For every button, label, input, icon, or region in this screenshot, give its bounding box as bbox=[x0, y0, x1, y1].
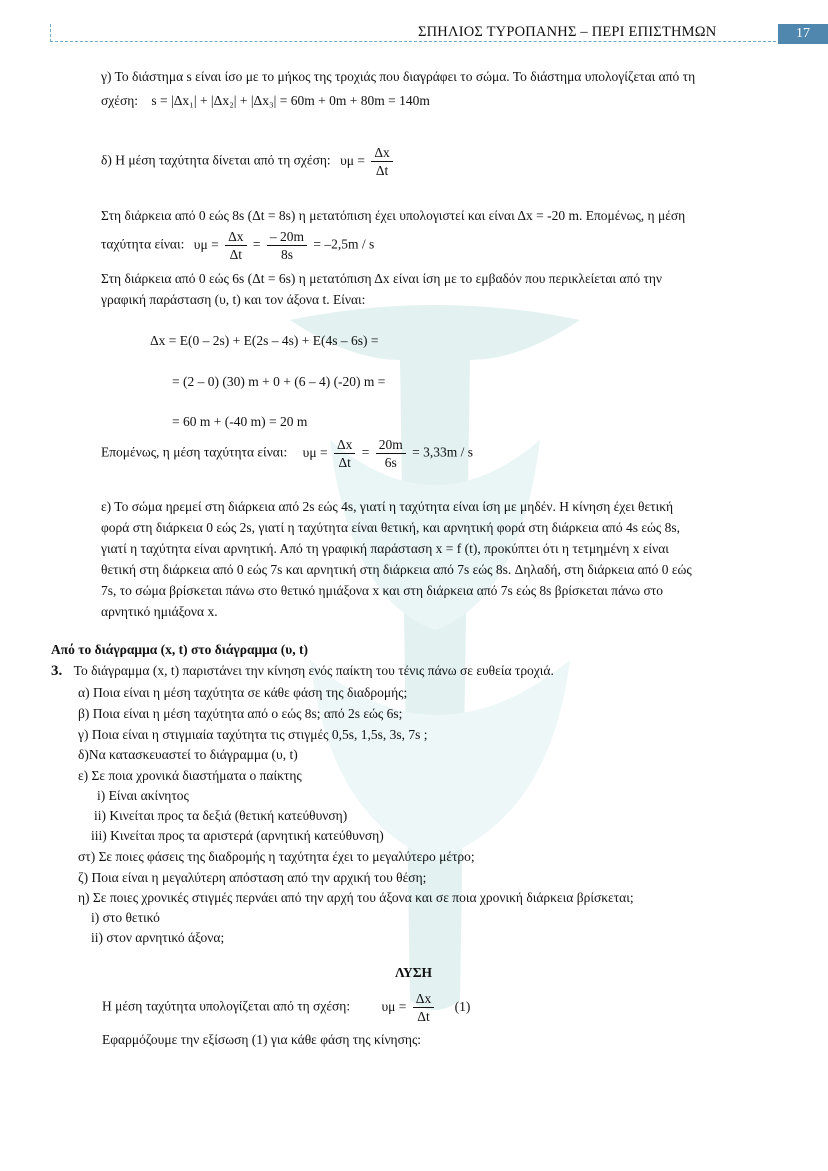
solution-title: ΛΥΣΗ bbox=[395, 965, 433, 980]
interval-8s-fraction-2 bbox=[267, 228, 307, 263]
solution-equation-line bbox=[102, 990, 470, 1025]
page-number: 17 bbox=[778, 24, 828, 44]
part-g-equation: s = |Δx₁| + |Δx₂| + |Δx₃| = 60m + 0m + 80m = 140m bbox=[151, 93, 430, 108]
part-e-line-3: γιατί η ταχύτητα είναι αρνητική. Από τη γραφική παράσταση x = f (t), προκύπτει ότι η τετμημένη x είναι bbox=[101, 541, 669, 556]
part-d-lhs: υμ = bbox=[340, 152, 365, 168]
interval-6s-den1: Δt bbox=[338, 455, 351, 470]
interval-6s-lhs: υμ = bbox=[302, 444, 328, 460]
interval-8s-num1: Δx bbox=[225, 228, 246, 246]
interval-8s-den1: Δt bbox=[229, 247, 243, 262]
question-h: η) Σε ποιες χρονικές στιγμές περνάει από την αρχή του άξονα και σε ποια χρονική διάρκεια βρίσκεται; bbox=[78, 890, 634, 905]
part-e-line-2: φορά στη διάρκεια 0 εώς 2s, γιατί η ταχύτητα είναι θετική, και αρνητική φορά στη διάρκεια από 4s εώς 8s, bbox=[101, 520, 681, 535]
solution-denominator: Δt bbox=[417, 1009, 430, 1024]
interval-6s-result-line: Επομένως, η μέση ταχύτητα είναι: υμ = $\frac{\Delta x}{\Delta t}$ = $\frac{20m}{6s}$ = 3,33m / s bbox=[101, 437, 474, 470]
part-d-line bbox=[101, 144, 396, 179]
part-g-text: γ) Το διάστημα s είναι ίσο με το μήκος της τροχιάς που διαγράφει το σώμα. Το διάστημα υπολογίζεται από τη bbox=[101, 69, 696, 84]
header-divider bbox=[50, 41, 776, 42]
question-d: δ)Να κατασκευαστεί το διάγραμμα (υ, t) bbox=[78, 747, 298, 762]
interval-8s-prefix: ταχύτητα είναι: bbox=[101, 236, 185, 252]
watermark-logo bbox=[270, 300, 600, 1020]
equation-number: (1) bbox=[454, 998, 471, 1014]
question-e: ε) Σε ποια χρονικά διαστήματα ο παίκτης bbox=[78, 768, 302, 783]
solution-text: Η μέση ταχύτητα υπολογίζεται από τη σχέση: bbox=[102, 998, 351, 1014]
section-title: Από το διάγραμμα (x, t) στο διάγραμμα (υ, t) bbox=[51, 642, 308, 657]
question-e-sub-1: i) Είναι ακίνητος bbox=[97, 788, 189, 803]
problem-3-statement-line bbox=[51, 663, 554, 680]
interval-8s-fraction-1 bbox=[225, 228, 246, 263]
question-g: γ) Ποια είναι η στιγμιαία ταχύτητα τις στιγμές 0,5s, 1,5s, 3s, 7s ; bbox=[78, 727, 428, 742]
question-h-sub-2: ii) στον αρνητικό άξονα; bbox=[91, 930, 225, 945]
part-e-line-4: θετική στη διάρκεια από 0 εώς 7s και αρνητική στη διάρκεια από 7s εώς 8s. Δηλαδή, στη διάρκεια από 0 εώς bbox=[101, 562, 692, 577]
part-g-eq-label: σχέση: bbox=[101, 93, 139, 108]
solution-apply: Εφαρμόζουμε την εξίσωση (1) για κάθε φάση της κίνησης: bbox=[102, 1032, 422, 1047]
interval-8s-text: Στη διάρκεια από 0 εώς 8s (Δt = 8s) η μετατόπιση έχει υπολογιστεί και είναι Δx = -20 m. Επομένως, η μέση bbox=[101, 208, 686, 223]
solution-lhs: υμ = bbox=[381, 998, 407, 1014]
part-d-numerator: Δx bbox=[371, 144, 392, 162]
part-g-equation-line bbox=[101, 93, 430, 109]
header-left-border bbox=[50, 24, 51, 42]
header-title: ΣΠΗΛΙΟΣ ΤΥΡΟΠΑΝΗΣ – ΠΕΡΙ ΕΠΙΣΤΗΜΩΝ bbox=[418, 24, 717, 40]
part-e-line-6: αρνητικό ημιάξονα x. bbox=[101, 604, 218, 619]
interval-8s-num2: – 20m bbox=[267, 228, 307, 246]
interval-6s-result-prefix: Επομένως, η μέση ταχύτητα είναι: bbox=[101, 444, 288, 460]
part-d-denominator: Δt bbox=[375, 163, 389, 178]
interval-6s-eq-3: = 60 m + (-40 m) = 20 m bbox=[172, 414, 308, 429]
part-e-line-1: ε) Το σώμα ηρεμεί στη διάρκεια από 2s εώς 4s, γιατί η ταχύτητα είναι ίση με μηδέν. Η κίνηση έχει θετική bbox=[101, 499, 674, 514]
problem-statement: Το διάγραμμα (x, t) παριστάνει την κίνηση ενός παίκτη του τένις πάνω σε ευθεία τροχιά. bbox=[73, 663, 554, 678]
solution-numerator: Δx bbox=[413, 990, 434, 1008]
part-d-fraction bbox=[371, 144, 392, 179]
interval-6s-eq-1: Δx = E(0 – 2s) + E(2s – 4s) + E(4s – 6s) = bbox=[150, 333, 379, 348]
interval-8s-lhs: υμ = bbox=[193, 236, 219, 252]
interval-6s-text-1: Στη διάρκεια από 0 εώς 6s (Δt = 6s) η μετατόπιση Δx είναι ίση με το εμβαδόν που περικλείεται από την bbox=[101, 271, 663, 286]
question-e-sub-3: iii) Κινείται προς τα αριστερά (αρνητική κατεύθυνση) bbox=[91, 828, 384, 843]
interval-6s-eq-2: = (2 – 0) (30) m + 0 + (6 – 4) (-20) m = bbox=[172, 374, 386, 389]
interval-8s-result: = –2,5m / s bbox=[313, 236, 375, 252]
question-e-sub-2: ii) Κινείται προς τα δεξιά (θετική κατεύθυνση) bbox=[94, 808, 348, 823]
question-h-sub-1: i) στο θετικό bbox=[91, 910, 160, 925]
part-e-line-5: 7s, το σώμα βρίσκεται πάνω στο θετικό ημιάξονα x και στη διάρκεια από 7s εώς 8s βρίσκεται πάνω στο bbox=[101, 583, 663, 598]
interval-8s-den2: 8s bbox=[280, 247, 293, 262]
interval-8s-equation-line: ταχύτητα είναι: υμ = $\frac{\Delta x}{\Delta t}$ = $\frac{- 20m}{8s}$ = –2,5m / s bbox=[101, 229, 375, 262]
interval-6s-text-2: γραφική παράσταση (υ, t) και τον άξονα t. Είναι: bbox=[101, 292, 366, 307]
part-d-text: δ) Η μέση ταχύτητα δίνεται από τη σχέση: bbox=[101, 152, 331, 168]
interval-6s-fraction-2 bbox=[376, 436, 406, 471]
solution-fraction bbox=[413, 990, 434, 1025]
problem-number: 3. bbox=[51, 663, 63, 679]
interval-6s-fraction-1 bbox=[334, 436, 355, 471]
question-st: στ) Σε ποιες φάσεις της διαδρομής η ταχύτητα έχει το μεγαλύτερο μέτρο; bbox=[78, 849, 475, 864]
interval-6s-num1: Δx bbox=[334, 436, 355, 454]
question-z: ζ) Ποια είναι η μεγαλύτερη απόσταση από την αρχική του θέση; bbox=[78, 870, 427, 885]
interval-6s-result: = 3,33m / s bbox=[412, 444, 474, 460]
question-a: α) Ποια είναι η μέση ταχύτητα σε κάθε φάση της διαδρομής; bbox=[78, 685, 408, 700]
question-b: β) Ποια είναι η μέση ταχύτητα από ο εώς 8s; από 2s εώς 6s; bbox=[78, 706, 403, 721]
interval-6s-den2: 6s bbox=[384, 455, 397, 470]
interval-6s-num2: 20m bbox=[376, 436, 406, 454]
